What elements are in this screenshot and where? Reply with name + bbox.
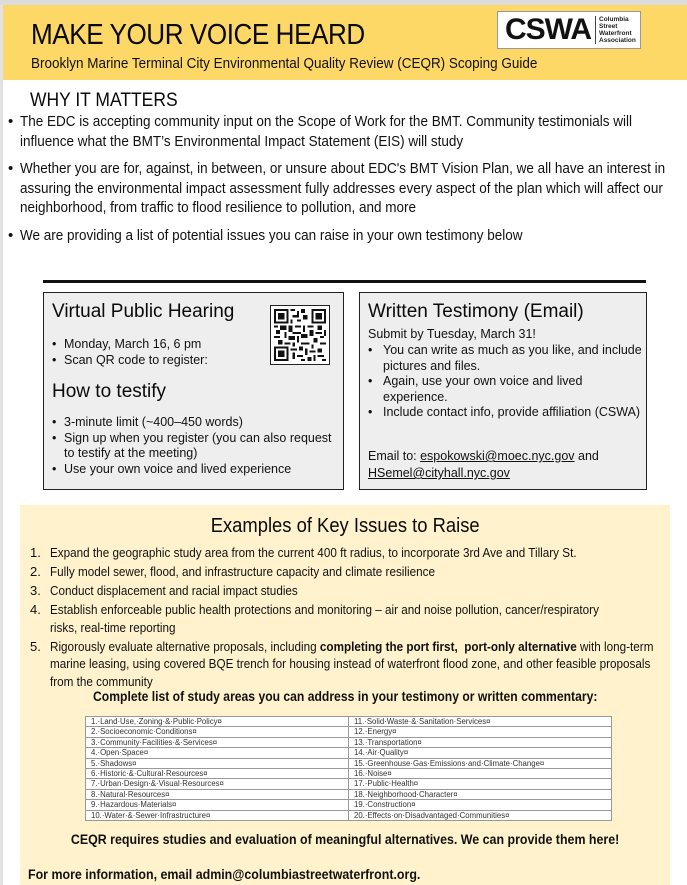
table-row: 5.·Shadows¤ 15.·Greenhouse·Gas·Emissions·and·Climate·Change¤ — [86, 758, 612, 768]
table-row: 2.·Socioeconomic·Conditions¤ 12.·Energy¤ — [86, 727, 612, 737]
why-it-matters-list — [8, 112, 678, 253]
list-item: 1. Expand the geographic study area from the current 400 ft radius, to incorporate 3rd Ave and Tillary St. — [30, 545, 577, 560]
table-row: 7.·Urban·Design·&·Visual·Resources¤ 17.·Public·Health¤ — [86, 779, 612, 789]
ceqr-note: CEQR requires studies and evaluation of meaningful alternatives. We can provide them here! — [70, 832, 620, 847]
study-areas-table — [85, 716, 612, 821]
why-it-matters-heading: WHY IT MATTERS — [30, 90, 178, 111]
email-link-hsemel[interactable]: HSemel@cityhall.nyc.gov — [368, 466, 510, 480]
list-item: • The EDC is accepting community input on the Scope of Work for the BMT. Community testimonials will influence what the BMT’s Environmental Impact Statement (EIS) will study — [8, 113, 632, 150]
email-link-espokowski[interactable]: espokowski@moec.nyc.gov — [420, 449, 575, 463]
key-issues-section — [20, 505, 670, 885]
study-areas-heading: Complete list of study areas you can address in your testimony or written commentary: — [92, 689, 598, 704]
more-info-line: For more information, email admin@columbiastreetwaterfront.org. — [28, 867, 421, 882]
bullet-icon: • — [8, 113, 14, 130]
key-issues-heading: Examples of Key Issues to Raise — [210, 515, 480, 537]
logo-wordmark: CSWA — [505, 13, 591, 46]
email-to-line: Email to: espokowski@moec.nyc.gov and HSemel@cityhall.nyc.gov — [368, 449, 599, 480]
list-item: • Again, use your own voice and lived experience. — [368, 374, 583, 404]
logo-tagline: Columbia Street Waterfront Association — [599, 16, 636, 44]
table-row: 3.·Community·Facilities·&·Services¤ 13.·Transportation¤ — [86, 737, 612, 747]
list-item: 2. Fully model sewer, flood, and infrastructure capacity and climate resilience — [30, 564, 435, 579]
table-row: 6.·Historic·&·Cultural·Resources¤ 16.·Noise¤ — [86, 769, 612, 779]
bullet-icon: • — [8, 160, 14, 177]
list-item: • We are providing a list of potential issues you can raise in your own testimony below — [8, 226, 523, 244]
section-divider — [43, 280, 646, 283]
list-item: • Whether you are for, against, in between, or unsure about EDC's BMT Vision Plan, we all have an interest in assuring the environmental impact assessment fully addresses every aspect of the plan which will affect our neighborhood, from traffic to flood resilience to pollution, and more — [8, 160, 666, 216]
header-banner — [3, 5, 687, 80]
list-item: • Use your own voice and lived experience — [52, 461, 292, 476]
written-testimony-box — [359, 292, 647, 490]
list-item: • Monday, March 16, 6 pm — [52, 337, 202, 351]
cswa-logo — [497, 11, 641, 49]
list-item: • Scan QR code to register: — [52, 352, 208, 367]
hearing-heading: Virtual Public Hearing — [52, 301, 235, 322]
qr-code-icon[interactable] — [270, 305, 330, 365]
hearing-box — [43, 292, 344, 490]
how-to-testify-heading: How to testify — [52, 381, 167, 402]
left-border — [0, 5, 3, 885]
list-item: • Sign up when you register (you can also request to testify at the meeting) — [52, 430, 332, 460]
written-testimony-heading: Written Testimony (Email) — [368, 301, 584, 322]
table-row: 1.·Land·Use,·Zoning·&·Public·Policy¤ 11.·Solid·Waste·&·Sanitation·Services¤ — [86, 717, 612, 727]
table-row: 4.·Open·Space¤ 14.·Air·Quality¤ — [86, 748, 612, 758]
page-subtitle: Brooklyn Marine Terminal City Environmental Quality Review (CEQR) Scoping Guide — [31, 56, 538, 72]
table-row: 9.·Hazardous·Materials¤ 19.·Construction¤ — [86, 800, 612, 810]
list-item: 3. Conduct displacement and racial impact studies — [30, 583, 298, 598]
bullet-icon: • — [8, 226, 14, 244]
table-row: 8.·Natural·Resources¤ 18.·Neighborhood·Character¤ — [86, 789, 612, 799]
submit-deadline: Submit by Tuesday, March 31! — [368, 327, 536, 341]
written-testimony-list — [368, 343, 643, 421]
logo-divider — [595, 16, 596, 44]
list-item: 4. Establish enforceable public health protections and monitoring – air and noise pollution, cancer/respiratory risks, real-time reporting — [30, 602, 599, 635]
hearing-list — [52, 337, 262, 368]
how-to-testify-list — [52, 415, 337, 477]
list-item: • Include contact info, provide affiliation (CSWA) — [368, 405, 641, 419]
list-item: • You can write as much as you like, and include pictures and files. — [368, 343, 642, 373]
key-issues-list — [30, 544, 687, 692]
page-title: MAKE YOUR VOICE HEARD — [31, 19, 365, 51]
table-row: 10.·Water·&·Sewer·Infrastructure¤ 20.·Effects·on·Disadvantaged·Communities¤ — [86, 810, 612, 820]
list-item: • 3-minute limit (~400–450 words) — [52, 415, 243, 429]
list-item: 5. Rigorously evaluate alternative proposals, including completing the port first, port-only alternative with long-term marine leasing, using covered BQE trench for housing instead of waterfront flood zone, and other feasible proposals from the community — [30, 638, 654, 689]
